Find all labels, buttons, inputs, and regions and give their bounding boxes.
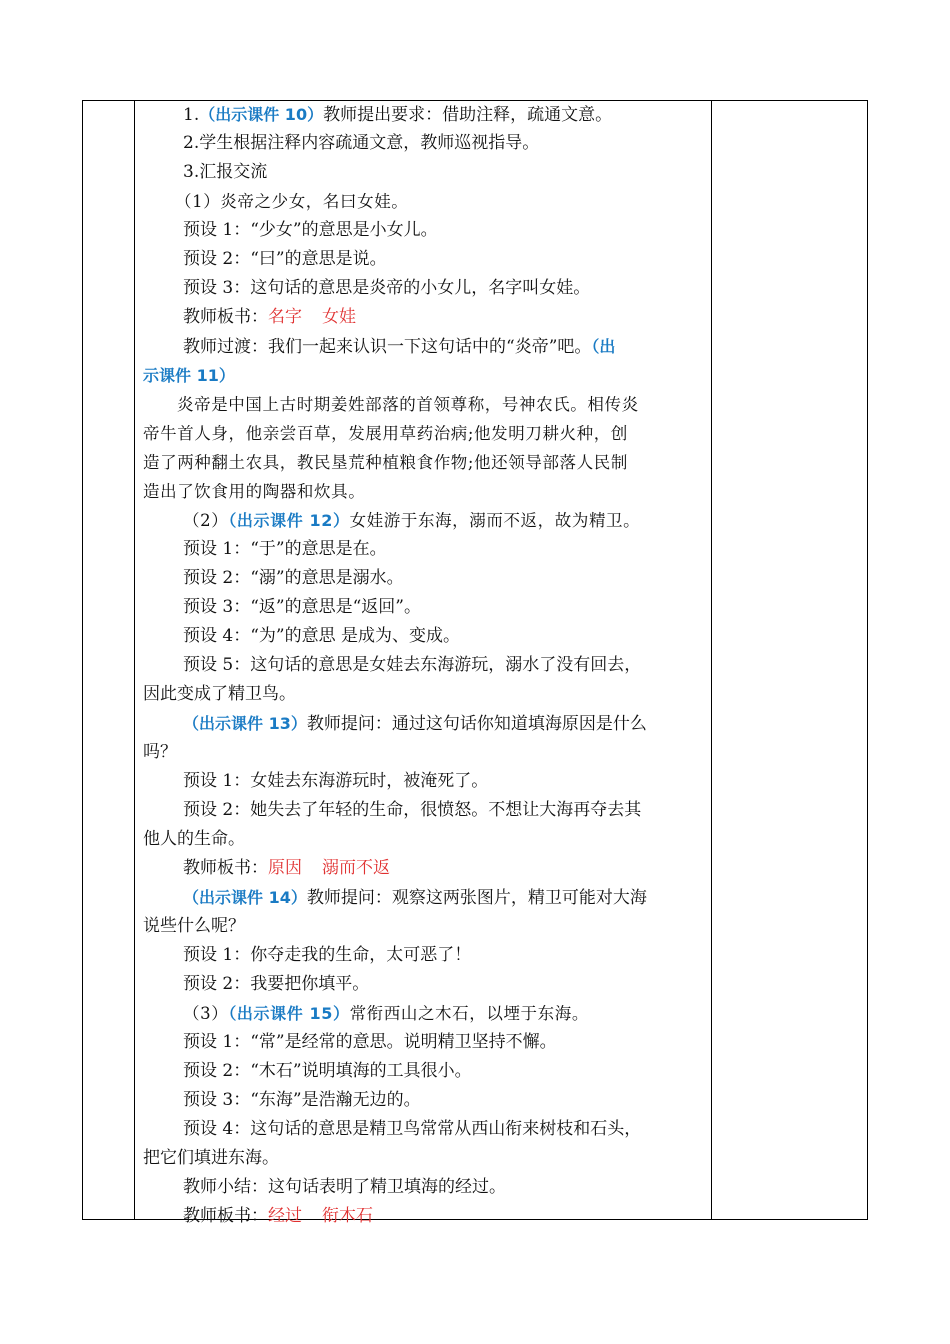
text-line: 教师过渡：我们一起来认识一下这句话中的“炎帝”吧。（出 <box>183 337 616 357</box>
text-line: 说些什么呢？ <box>143 916 245 936</box>
text-line: 预设 2：我要把你填平。 <box>183 974 370 994</box>
text-line: （出示课件 14）教师提问：观察这两张图片，精卫可能对大海 <box>183 888 647 908</box>
text-line: 教师小结：这句话表明了精卫填海的经过。 <box>183 1177 506 1197</box>
text-line: 预设 3：“东海”是浩瀚无边的。 <box>183 1090 421 1110</box>
text-line: 预设 2：“曰”的意思是说。 <box>183 249 387 269</box>
right-column-cell <box>711 101 867 1219</box>
board-writing-line: 教师板书：原因 溺而不返 <box>183 858 390 878</box>
text-line: 预设 2：“溺”的意思是溺水。 <box>183 568 404 588</box>
courseware-tag: （出 <box>591 337 616 356</box>
text-line: 预设 4：“为”的意思 是成为、变成。 <box>183 626 461 646</box>
text-line: 帝牛首人身，他亲尝百草，发展用草药治病;他发明刀耕火种，创 <box>143 424 628 443</box>
courseware-tag: （出示课件 10） <box>199 105 324 124</box>
text-line: 炎帝是中国上古时期姜姓部落的首领尊称，号神农氏。相传炎 <box>177 395 639 414</box>
text-line: 他人的生命。 <box>143 829 245 849</box>
text-line: 1.（出示课件 10）教师提出要求：借助注释，疏通文意。 <box>183 105 613 125</box>
text-line: 把它们填进东海。 <box>143 1148 279 1168</box>
text-line: 预设 1：你夺走我的生命，太可恶了！ <box>183 945 472 965</box>
left-column-cell <box>83 101 135 1219</box>
courseware-tag: （出示课件 13） <box>183 714 307 733</box>
text-line: 预设 1：“少女”的意思是小女儿。 <box>183 220 438 240</box>
text-line: 造出了饮食用的陶器和炊具。 <box>143 482 366 501</box>
classical-sentence: （3）（出示课件 15）常衔西山之木石，以堙于东海。 <box>183 1004 589 1023</box>
courseware-tag: 示课件 11） <box>143 366 235 385</box>
text-line: 吗？ <box>143 742 177 762</box>
text-line: 预设 1：“于”的意思是在。 <box>183 539 387 559</box>
text-line: 2.学生根据注释内容疏通文意，教师巡视指导。 <box>183 133 540 153</box>
courseware-tag: （出示课件 15） <box>228 1004 350 1023</box>
text-line: 3.汇报交流 <box>183 162 268 182</box>
board-writing-line: 教师板书：经过 衔木石 <box>183 1206 373 1226</box>
main-content-cell <box>143 100 709 1231</box>
courseware-tag: （出示课件 12） <box>228 511 350 530</box>
text-line: （出示课件 13）教师提问：通过这句话你知道填海原因是什么 <box>183 714 647 734</box>
lesson-table <box>82 100 868 1226</box>
text-line: 预设 4：这句话的意思是精卫鸟常常从西山衔来树枝和石头， <box>183 1119 642 1139</box>
text-line: 造了两种翻土农具，教民垦荒种植粮食作物;他还领导部落人民制 <box>143 453 628 472</box>
text-line: 预设 3：“返”的意思是“返回”。 <box>183 597 421 617</box>
text-line: 预设 5：这句话的意思是女娃去东海游玩，溺水了没有回去， <box>183 655 642 675</box>
text-line: 预设 2：“木石”说明填海的工具很小。 <box>183 1061 472 1081</box>
courseware-tag: （出示课件 14） <box>183 888 307 907</box>
text-line: 预设 1：“常”是经常的意思。说明精卫坚持不懈。 <box>183 1032 557 1052</box>
text-line: 预设 3：这句话的意思是炎帝的小女儿，名字叫女娃。 <box>183 278 591 298</box>
classical-sentence: （1）炎帝之少女，名曰女娃。 <box>175 192 409 211</box>
text-line: 因此变成了精卫鸟。 <box>143 684 296 704</box>
text-line: 预设 2：她失去了年轻的生命，很愤怒。不想让大海再夺去其 <box>183 800 642 820</box>
text-line: 预设 1：女娃去东海游玩时，被淹死了。 <box>183 771 489 791</box>
board-writing-line: 教师板书：名字 女娃 <box>183 307 356 327</box>
classical-sentence: （2）（出示课件 12）女娃游于东海，溺而不返，故为精卫。 <box>183 511 641 530</box>
